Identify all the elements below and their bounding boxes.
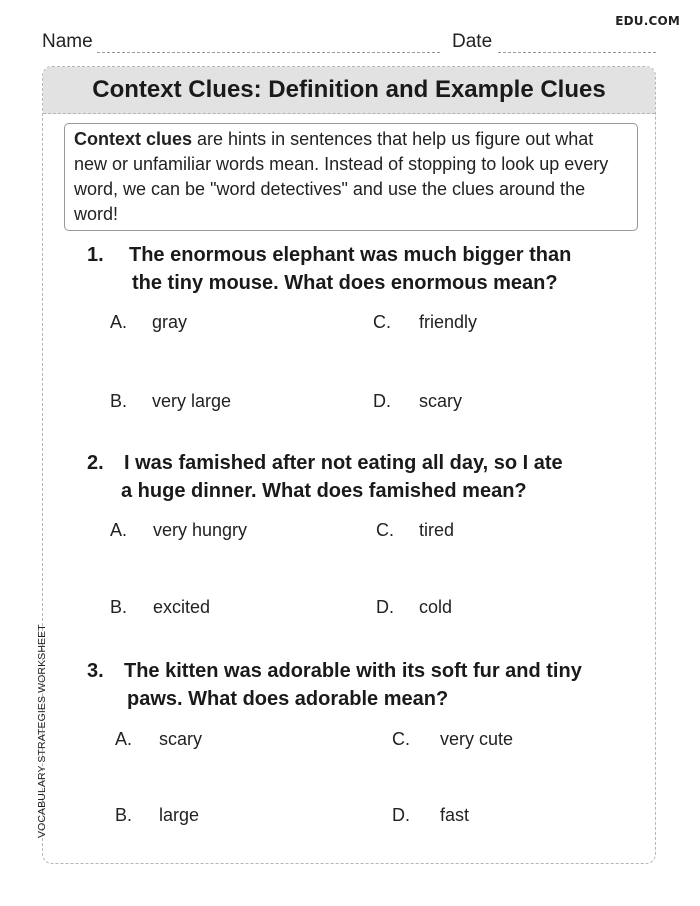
question-line: a huge dinner. What does famished mean? <box>121 480 527 502</box>
option-text: very large <box>152 391 232 411</box>
option-letter: A. <box>115 729 133 749</box>
option-letter: C. <box>376 520 394 540</box>
option-letter: A. <box>110 312 128 332</box>
option-letter: D. <box>392 805 410 825</box>
intro-text: are hints in sentences that help us figure out what new or unfamiliar words mean. Instead of stopping to look up every word, we can be "word detectives" and use the clues around the word! <box>74 129 609 224</box>
option-text: very hungry <box>153 520 248 540</box>
option-text: large <box>159 805 200 825</box>
title-bar <box>43 67 655 114</box>
option-text: scary <box>419 391 463 411</box>
intro-box <box>64 123 638 231</box>
side-label: VOCABULARY STRATEGIES WORKSHEET <box>36 624 48 838</box>
option-letter: B. <box>110 391 128 411</box>
option-letter: B. <box>115 805 133 825</box>
option-letter: C. <box>373 312 391 332</box>
name-label: Name <box>42 31 93 52</box>
option-letter: B. <box>110 597 128 617</box>
intro-term: Context clues <box>74 129 193 149</box>
question-number: 3. <box>87 660 104 682</box>
option-letter: D. <box>376 597 394 617</box>
option-text: gray <box>152 312 188 332</box>
question-number: 2. <box>87 452 104 474</box>
option-text: cold <box>419 597 453 617</box>
question-line: I was famished after not eating all day, so I ate <box>124 452 563 474</box>
option-text: tired <box>419 520 455 540</box>
date-line[interactable] <box>498 52 656 53</box>
question-line: paws. What does adorable mean? <box>127 688 449 710</box>
brand-logo: EDU.COM <box>615 14 680 28</box>
option-letter: C. <box>392 729 410 749</box>
question-line: The enormous elephant was much bigger than <box>129 244 572 266</box>
option-text: friendly <box>419 312 478 332</box>
worksheet-title: Context Clues: Definition and Example Clues <box>92 76 606 103</box>
question-number: 1. <box>87 244 104 266</box>
option-text: very cute <box>440 729 514 749</box>
worksheet-card <box>42 66 656 864</box>
option-text: scary <box>159 729 203 749</box>
option-text: fast <box>440 805 470 825</box>
option-text: excited <box>153 597 211 617</box>
option-letter: A. <box>110 520 128 540</box>
question-line: The kitten was adorable with its soft fur and tiny <box>124 660 582 682</box>
name-line[interactable] <box>97 52 440 53</box>
date-label: Date <box>452 31 493 52</box>
question-line: the tiny mouse. What does enormous mean? <box>132 272 558 294</box>
option-letter: D. <box>373 391 391 411</box>
